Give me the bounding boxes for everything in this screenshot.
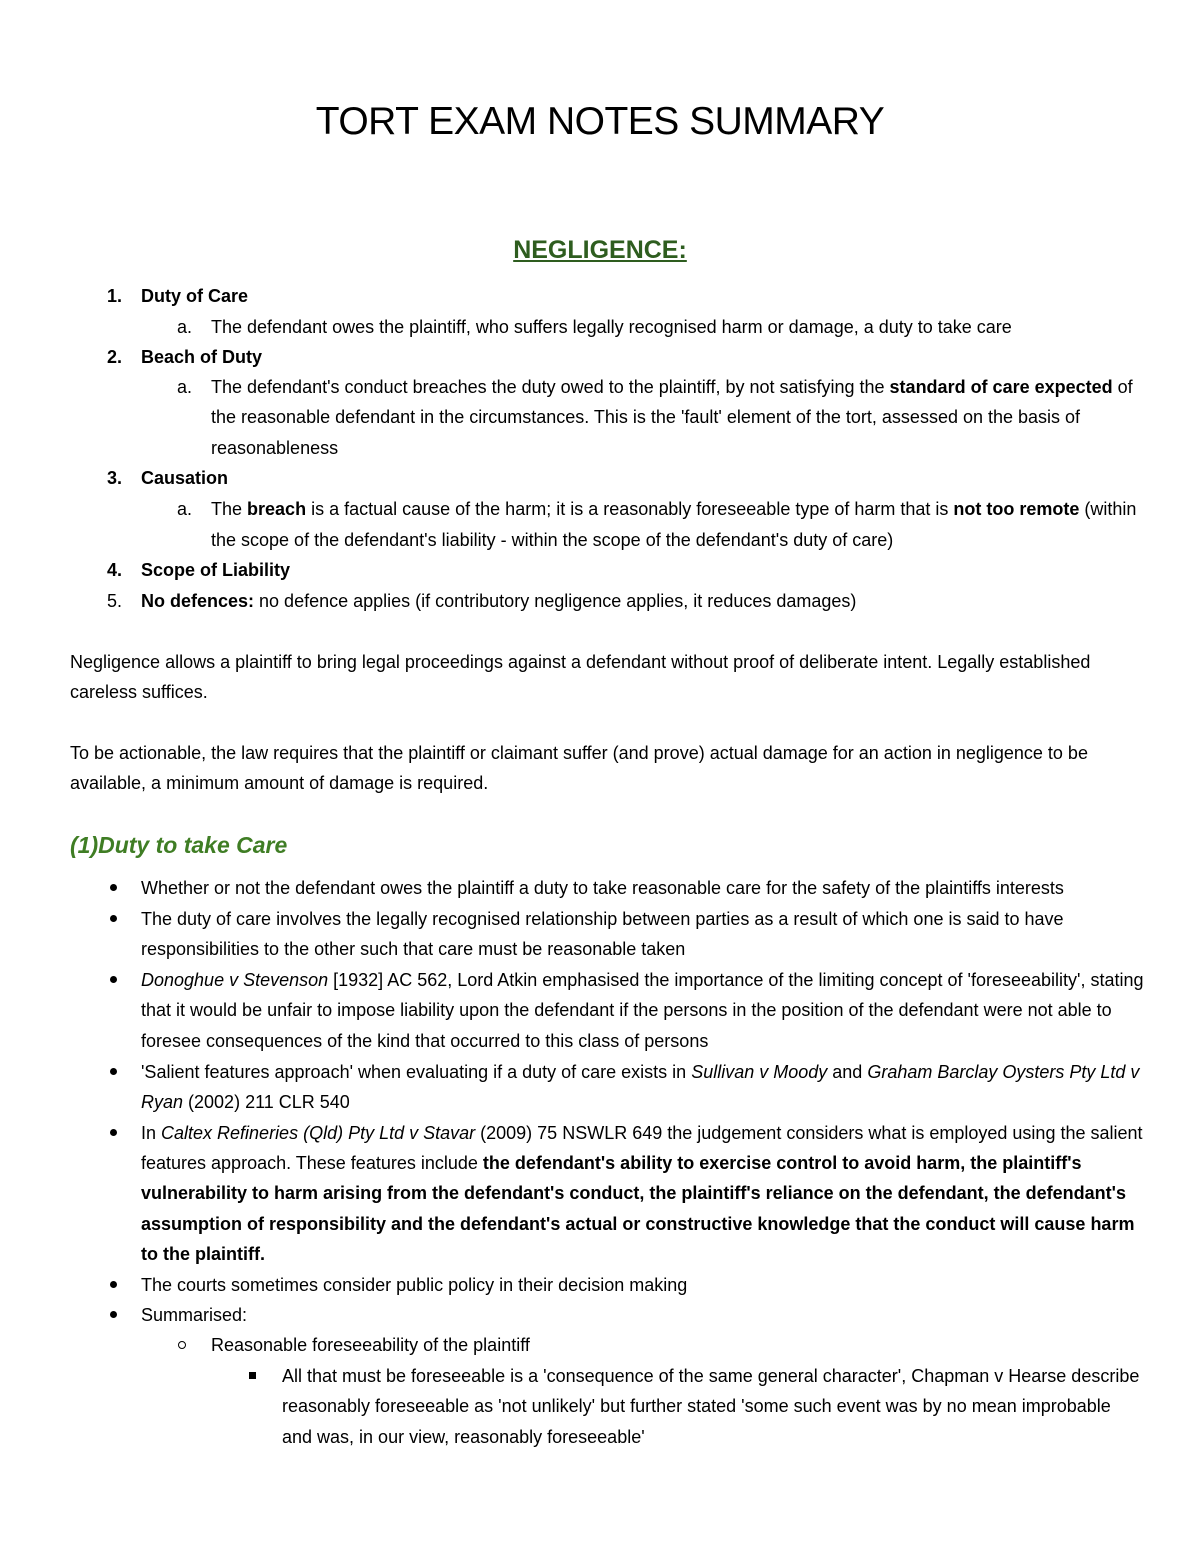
duty-to-take-care-heading: (1)Duty to take Care <box>70 832 288 858</box>
bullet-icon <box>110 1311 117 1318</box>
sub-item-breach-line: the reasonable defendant in the circumstances. This is the 'fault' element of the tort, assessed on the basis of <box>211 407 1081 427</box>
square-bullet-icon <box>249 1372 256 1379</box>
paragraph-line: available, a minimum amount of damage is required. <box>70 773 489 793</box>
sub-item-causation-line: The breach is a factual cause of the harm; it is a reasonably foreseeable type of harm that is not too remote (within <box>211 499 1137 519</box>
list-number: 5. <box>106 591 122 611</box>
bullet-item-continued: Ryan (2002) 211 CLR 540 <box>141 1092 350 1112</box>
bullet-item: 'Salient features approach' when evaluating if a duty of care exists in Sullivan v Moody and Graham Barclay Oysters Pty Ltd v <box>141 1062 1140 1082</box>
list-item-no-defences: No defences: no defence applies (if contributory negligence applies, it reduces damages) <box>141 591 857 611</box>
list-item-causation: Causation <box>141 468 229 488</box>
bullet-icon <box>110 1281 117 1288</box>
sub-bullet-item: Reasonable foreseeability of the plaintiff <box>211 1335 530 1355</box>
bullet-item-continued: features approach. These features include the defendant's ability to exercise control to avoid harm, the plaintiff's <box>141 1153 1082 1173</box>
sub-sub-bullet-item-continued: reasonably foreseeable as 'not unlikely' but further stated 'some such event was by no mean improbable <box>282 1396 1111 1416</box>
bullet-item: The courts sometimes consider public policy in their decision making <box>141 1275 688 1295</box>
bullet-icon <box>110 884 117 891</box>
sub-marker: a. <box>176 377 192 397</box>
bullet-icon <box>110 1129 117 1136</box>
list-item-duty-of-care: Duty of Care <box>141 286 249 306</box>
sub-item-breach-line: The defendant's conduct breaches the duty owed to the plaintiff, by not satisfying the standard of care expected of <box>211 377 1133 397</box>
sub-item-causation-line: the scope of the defendant's liability - within the scope of the defendant's duty of care) <box>211 530 894 550</box>
paragraph-line: Negligence allows a plaintiff to bring legal proceedings against a defendant without proof of deliberate intent. Legally established <box>70 652 1091 672</box>
list-item-scope-of-liability: Scope of Liability <box>141 560 291 580</box>
bullet-icon <box>110 915 117 922</box>
bullet-item-continued: responsibilities to the other such that care must be reasonable taken <box>141 939 686 959</box>
bullet-item-continued: foresee consequences of the kind that occurred to this class of persons <box>141 1031 709 1051</box>
sub-item-breach-line: reasonableness <box>211 438 339 458</box>
sub-sub-bullet-item: All that must be foreseeable is a 'consequence of the same general character', Chapman v Hearse describe <box>282 1366 1140 1386</box>
list-number: 1. <box>106 286 122 306</box>
list-number: 3. <box>106 468 122 488</box>
sub-sub-bullet-item-continued: and was, in our view, reasonably foreseeable' <box>282 1427 645 1447</box>
sub-item-duty: The defendant owes the plaintiff, who suffers legally recognised harm or damage, a duty to take care <box>211 317 1012 337</box>
bullet-item: Whether or not the defendant owes the plaintiff a duty to take reasonable care for the safety of the plaintiffs interests <box>141 878 1064 898</box>
bullet-icon <box>110 1068 117 1075</box>
paragraph-line: To be actionable, the law requires that the plaintiff or claimant suffer (and prove) actual damage for an action in negligence to be <box>70 743 1088 763</box>
sub-marker: a. <box>176 499 192 519</box>
bullet-item-continued: that it would be unfair to impose liability upon the defendant if the persons in the position of the defendant were not able to <box>141 1000 1112 1020</box>
list-number: 4. <box>106 560 122 580</box>
bullet-item: In Caltex Refineries (Qld) Pty Ltd v Stavar (2009) 75 NSWLR 649 the judgement considers what is employed using the salient <box>141 1123 1143 1143</box>
bullet-item: Summarised: <box>141 1305 248 1325</box>
bullet-item-continued: to the plaintiff. <box>141 1244 265 1264</box>
negligence-heading: NEGLIGENCE: <box>513 236 687 264</box>
paragraph-line: careless suffices. <box>70 682 208 702</box>
document-title: TORT EXAM NOTES SUMMARY <box>315 100 885 143</box>
list-item-breach-of-duty: Beach of Duty <box>141 347 263 367</box>
bullet-item: The duty of care involves the legally recognised relationship between parties as a result of which one is said to have <box>141 909 1064 929</box>
sub-marker: a. <box>176 317 192 337</box>
bullet-item-continued: assumption of responsibility and the defendant's actual or constructive knowledge that the conduct will cause harm <box>141 1214 1135 1234</box>
bullet-item-continued: vulnerability to harm arising from the defendant's conduct, the plaintiff's reliance on the defendant, the defendant's <box>141 1183 1126 1203</box>
bullet-item: Donoghue v Stevenson [1932] AC 562, Lord Atkin emphasised the importance of the limiting concept of 'foreseeability', stating <box>141 970 1144 990</box>
list-number: 2. <box>106 347 122 367</box>
bullet-icon <box>110 976 117 983</box>
hollow-bullet-icon <box>178 1341 186 1349</box>
